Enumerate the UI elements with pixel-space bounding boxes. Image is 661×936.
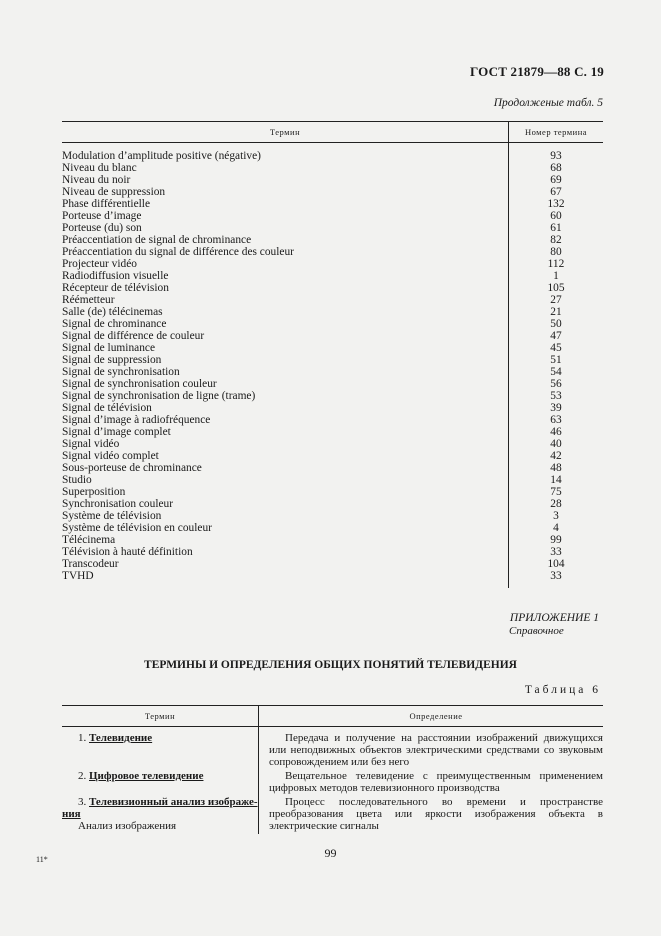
term-number-cell: 46: [509, 426, 604, 438]
term-number-cell: 67: [509, 186, 604, 198]
table-5-row: [62, 486, 603, 498]
term-number-cell: 47: [509, 330, 604, 342]
table-5-row: [62, 186, 603, 198]
term-cell: Signal de synchronisation de ligne (trame): [62, 390, 256, 402]
term-number-cell: 48: [509, 462, 604, 474]
term-cell: Télécinema: [62, 534, 116, 546]
table-5-row: [62, 270, 603, 282]
table-5-row: [62, 474, 603, 486]
table-5-row: [62, 354, 603, 366]
table-5-row: [62, 546, 603, 558]
table-6-row: [62, 796, 603, 834]
term-cell: Superposition: [62, 486, 126, 498]
term-cell: Signal vidéo complet: [62, 450, 159, 462]
term-number-cell: 60: [509, 210, 604, 222]
term-synonym: Анализ изображения: [78, 820, 177, 832]
term-number-cell: 45: [509, 342, 604, 354]
term-number-cell: 42: [509, 450, 604, 462]
term-number-cell: 56: [509, 378, 604, 390]
definition-term-cell: [62, 770, 259, 796]
table-5-header-row: [62, 122, 603, 143]
term-number-cell: 105: [509, 282, 604, 294]
term-number-cell: 51: [509, 354, 604, 366]
term-cell: Réémetteur: [62, 294, 115, 306]
term-line: [62, 770, 258, 782]
table-5-col-number: Номер термина: [509, 122, 604, 143]
table-5-row: [62, 378, 603, 390]
definition-text: Процесс последовательного во времени и пространстве преобразования цвета или яркости изображения объекта в электрические сигналы: [269, 796, 603, 832]
term-number-cell: 3: [509, 510, 604, 522]
table-5-row: [62, 282, 603, 294]
term-cell: Signal de chrominance: [62, 318, 167, 330]
term-cell: Niveau du blanc: [62, 162, 137, 174]
term-cell: Sous-porteuse de chrominance: [62, 462, 202, 474]
term-number-cell: 4: [509, 522, 604, 534]
table-5-body: [62, 143, 603, 589]
term-number-cell: 53: [509, 390, 604, 402]
term-number-cell: 104: [509, 558, 604, 570]
definition-term-cell: [62, 727, 259, 771]
table-continued-label: Продолженые табл. 5: [493, 97, 603, 109]
table-5-row: [62, 306, 603, 318]
term-cell: Signal de synchronisation: [62, 366, 180, 378]
term-name: Телевизионный анализ изображе-: [89, 796, 258, 808]
table-5-col-term: Термин: [269, 127, 301, 137]
term-cell: Modulation d’amplitude positive (négative): [62, 150, 261, 162]
term-cell: Niveau du noir: [62, 174, 131, 186]
term-cell: Signal de différence de couleur: [62, 330, 205, 342]
table-5: [62, 121, 603, 588]
term-number-cell: 63: [509, 414, 604, 426]
page-number: 99: [324, 846, 337, 860]
term-cell: Signal vidéo: [62, 438, 120, 450]
term-cell: TVHD: [62, 570, 94, 582]
term-name: Цифровое телевидение: [89, 770, 204, 782]
term-number-cell: 39: [509, 402, 604, 414]
term-cell: Signal d’image à radiofréquence: [62, 414, 211, 426]
page-header: ГОСТ 21879—88 С. 19: [470, 64, 604, 79]
table-5-row: [62, 210, 603, 222]
definition-cell: [259, 796, 604, 834]
term-cell: Signal de luminance: [62, 342, 155, 354]
table-5-row: [62, 222, 603, 234]
table-5-row: [62, 162, 603, 174]
table-5-row: [62, 294, 603, 306]
table-5-row: [62, 438, 603, 450]
term-cell: Niveau de suppression: [62, 186, 166, 198]
term-number-cell: 40: [509, 438, 604, 450]
term-number-cell: 27: [509, 294, 604, 306]
term-number-cell: 28: [509, 498, 604, 510]
table-6-label: Таблица 6: [524, 684, 601, 696]
term-number-cell: 14: [509, 474, 604, 486]
term-number: 3.: [78, 796, 87, 808]
table-5-row: [62, 558, 603, 570]
term-number-cell: 21: [509, 306, 604, 318]
definition-cell: [259, 727, 604, 771]
table-6-row: [62, 727, 603, 771]
term-cell: Salle (de) télécinemas: [62, 306, 163, 318]
term-cell: Signal d’image complet: [62, 426, 171, 438]
term-cell: Préaccentiation de signal de chrominance: [62, 234, 252, 246]
table-5-row: [62, 174, 603, 186]
term-number-cell: 80: [509, 246, 604, 258]
definition-term-cell: [62, 796, 259, 834]
table-5-row: [62, 462, 603, 474]
term-line: [62, 732, 258, 744]
term-cell: Signal de synchronisation couleur: [62, 378, 217, 390]
table-5-row: [62, 534, 603, 546]
term-number: 1.: [78, 732, 87, 744]
table-5-row: [62, 510, 603, 522]
table-6-col-definition: Определение: [259, 706, 604, 727]
term-number-cell: 33: [509, 546, 604, 558]
term-number-cell: 50: [509, 318, 604, 330]
term-number-cell: 99: [509, 534, 604, 546]
table-5-row: [62, 426, 603, 438]
footnote-marker: 11*: [36, 855, 48, 864]
term-cell: Phase différentielle: [62, 198, 151, 210]
term-number-cell: 69: [509, 174, 604, 186]
table-5-row: [62, 342, 603, 354]
term-number-cell: 132: [509, 198, 604, 210]
table-5-row: [62, 258, 603, 270]
term-number-cell: 112: [509, 258, 604, 270]
term-cell: Porteuse (du) son: [62, 222, 142, 234]
term-cell: Studio: [62, 474, 92, 486]
term-number-cell: 61: [509, 222, 604, 234]
term-number-cell: 1: [509, 270, 604, 282]
term-number-cell: 68: [509, 162, 604, 174]
table-5-row: [62, 330, 603, 342]
section-title: ТЕРМИНЫ И ОПРЕДЕЛЕНИЯ ОБЩИХ ПОНЯТИЙ ТЕЛЕВИДЕНИЯ: [144, 659, 517, 671]
term-cell: Système de télévision: [62, 510, 162, 522]
table-6-body: [62, 727, 603, 835]
term-line: [62, 796, 258, 808]
term-number-cell: 93: [509, 143, 604, 163]
table-5-row: [62, 570, 603, 588]
table-5-row: [62, 234, 603, 246]
term-cell: Transcodeur: [62, 558, 119, 570]
table-6: [62, 705, 603, 834]
table-5-row: [62, 414, 603, 426]
term-number-cell: 54: [509, 366, 604, 378]
definition-cell: [259, 770, 604, 796]
table-5-row: [62, 522, 603, 534]
table-5-row: [62, 198, 603, 210]
table-6-header-row: [62, 706, 603, 727]
table-5-row: [62, 402, 603, 414]
term-cell: Récepteur de télévision: [62, 282, 169, 294]
term-number-cell: 82: [509, 234, 604, 246]
term-name-continued: ния: [62, 808, 81, 820]
table-6-col-term: Термин: [144, 711, 176, 721]
term-cell: Préaccentiation du signal de différence des couleur: [62, 246, 294, 258]
term-number-cell: 75: [509, 486, 604, 498]
table-6-row: [62, 770, 603, 796]
table-5-row: [62, 390, 603, 402]
term-cell: Porteuse d’image: [62, 210, 142, 222]
appendix-label: ПРИЛОЖЕНИЕ 1: [509, 612, 599, 624]
definition-text: Вещательное телевидение с преимущественным применением цифровых методов телевизионного производства: [269, 770, 603, 794]
appendix-sublabel: Справочное: [509, 625, 564, 637]
term-cell: Système de télévision en couleur: [62, 522, 212, 534]
term-number-cell: 33: [509, 570, 604, 588]
term-cell: Télévision à hauté définition: [62, 546, 193, 558]
table-5-row: [62, 246, 603, 258]
table-5-row: [62, 366, 603, 378]
definition-text: Передача и получение на расстоянии изображений движущихся или неподвижных объектов электрическими средствами со звуковым сопровождением или без него: [269, 732, 603, 768]
table-5-row: [62, 450, 603, 462]
table-5-row: [62, 143, 603, 163]
term-cell: Projecteur vidéo: [62, 258, 137, 270]
term-name: Телевидение: [89, 732, 153, 744]
term-cell: Radiodiffusion visuelle: [62, 270, 169, 282]
term-cell: Synchronisation couleur: [62, 498, 174, 510]
term-number: 2.: [78, 770, 87, 782]
term-cell: Signal de suppression: [62, 354, 162, 366]
term-cell: Signal de télévision: [62, 402, 152, 414]
table-5-row: [62, 318, 603, 330]
table-5-row: [62, 498, 603, 510]
